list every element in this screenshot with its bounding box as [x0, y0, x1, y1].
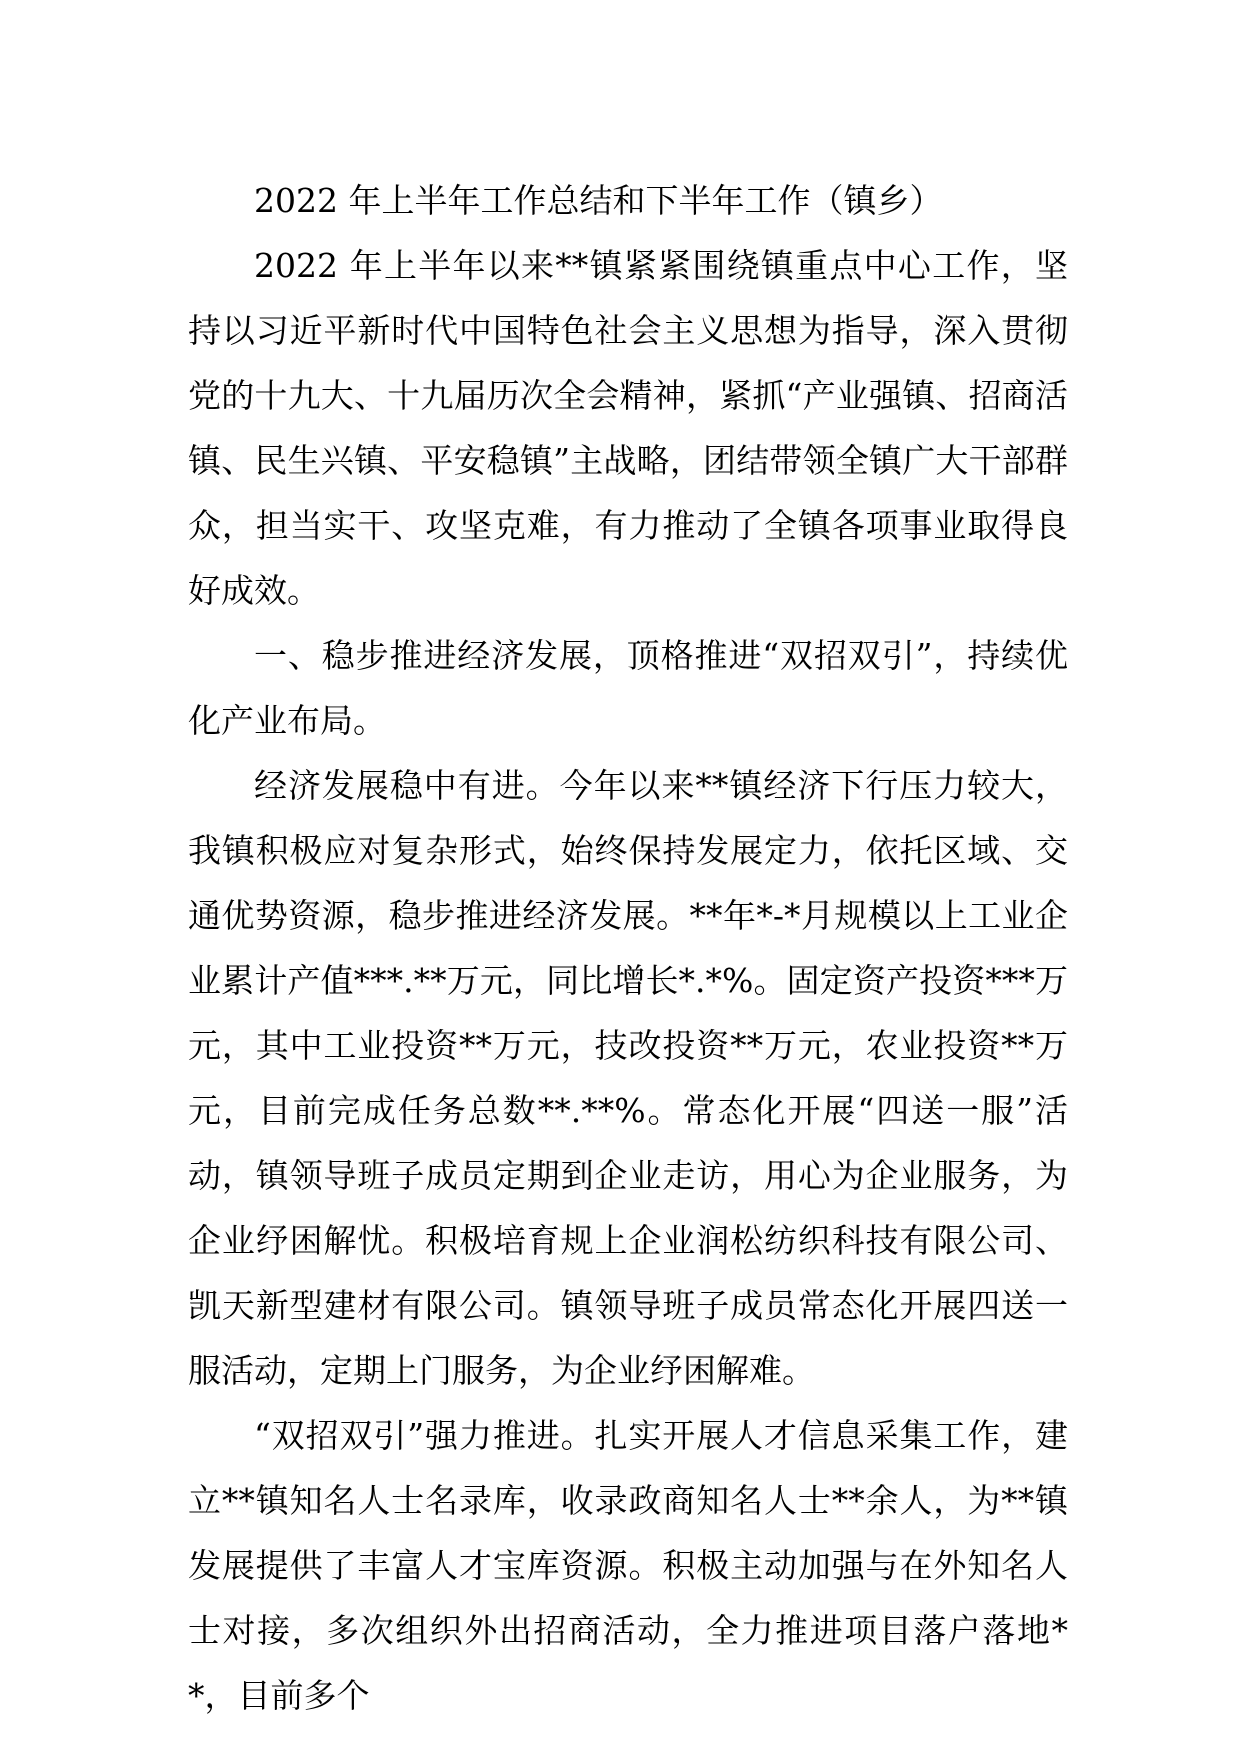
paragraph-economy: 经济发展稳中有进。今年以来**镇经济下行压力较大，我镇积极应对复杂形式，始终保持发展定力，依托区域、交通优势资源，稳步推进经济发展。**年*-*月规模以上工业企业累计产值***.**万元，同比增长*.*%。固定资产投资***万元，其中工业投资**万元，技改投资**万元，农业投资**万元，目前完成任务总数**.**%。常态化开展“四送一服”活动，镇领导班子成员定期到企业走访，用心为企业服务，为企业纾困解忧。积极培育规上企业润松纺织科技有限公司、凯天新型建材有限公司。镇领导班子成员常态化开展四送一服活动，定期上门服务，为企业纾困解难。: [188, 766, 1068, 1390]
section-heading-1: 一、稳步推进经济发展，顶格推进“双招双引”，持续优化产业布局。: [188, 636, 1068, 740]
document-title: 2022 年上半年工作总结和下半年工作（镇乡）: [254, 181, 943, 220]
paragraph-intro: 2022 年上半年以来**镇紧紧围绕镇重点中心工作，坚持以习近平新时代中国特色社会主义思想为指导，深入贯彻党的十九大、十九届历次全会精神，紧抓“产业强镇、招商活镇、民生兴镇、平安稳镇”主战略，团结带领全镇广大干部群众，担当实干、攻坚克难，有力推动了全镇各项事业取得良好成效。: [188, 246, 1068, 610]
paragraph-double-recruitment: “双招双引”强力推进。扎实开展人才信息采集工作，建立**镇知名人士名录库，收录政商知名人士**余人，为**镇发展提供了丰富人才宝库资源。积极主动加强与在外知名人士对接，多次组织外出招商活动，全力推进项目落户落地**，目前多个: [188, 1416, 1069, 1715]
document-page: [188, 168, 1068, 1728]
